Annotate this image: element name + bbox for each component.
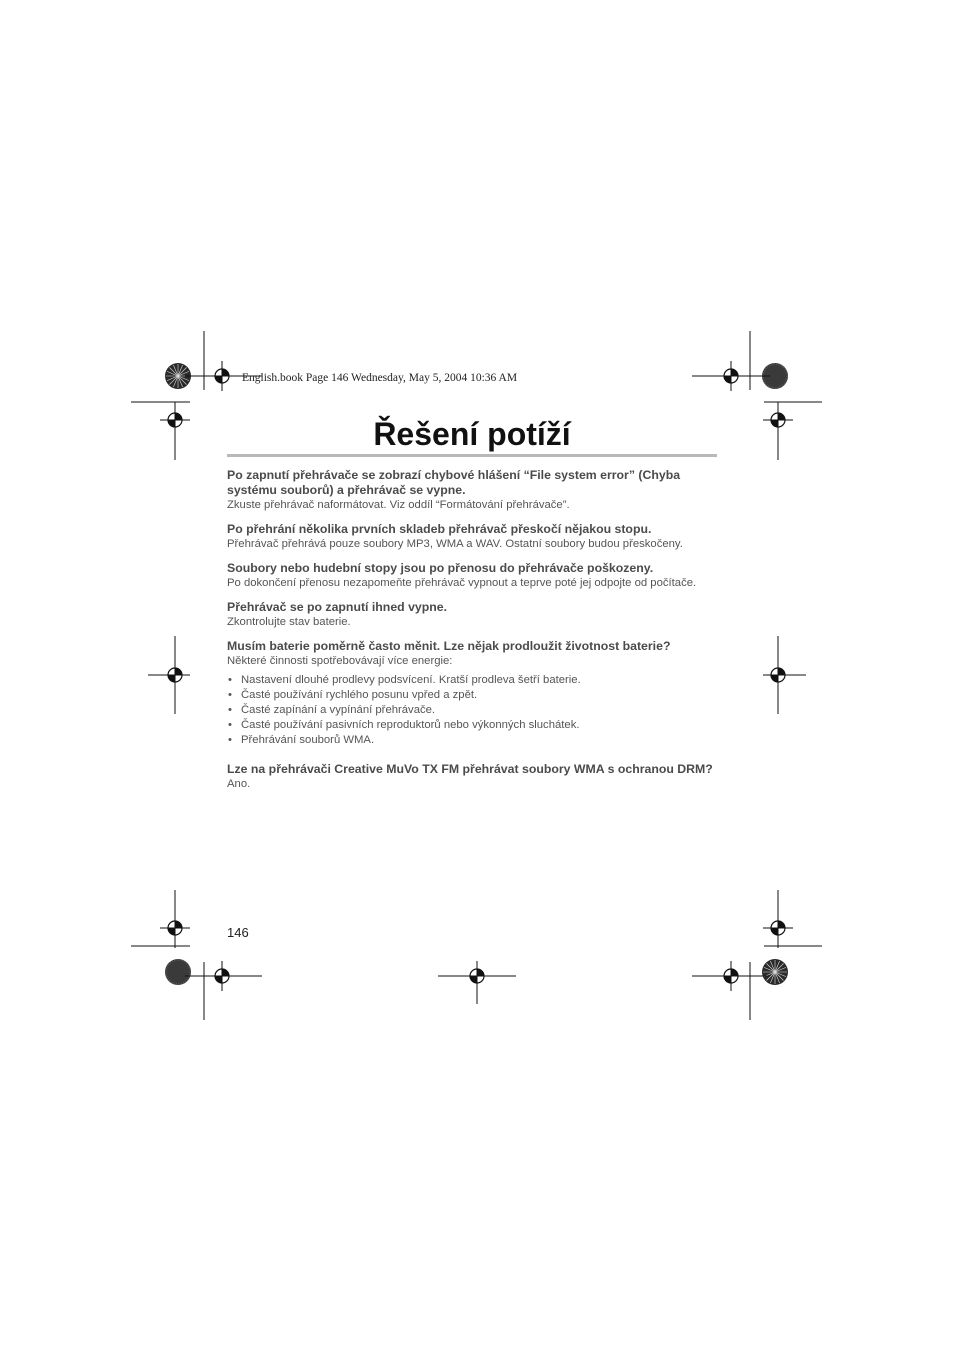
bullet-icon: •: [228, 719, 232, 731]
title-divider: [227, 454, 717, 457]
bullet-icon: •: [228, 704, 232, 716]
faq-item: [227, 762, 715, 791]
list-item: [227, 733, 715, 748]
faq-question: Po přehrání několika prvních skladeb přehrávač přeskočí nějakou stopu.: [227, 522, 652, 536]
faq-question: Po zapnutí přehrávače se zobrazí chybové hlášení “File system error” (Chyba systému souborů) a přehrávač se vypne.: [227, 468, 681, 497]
bullet-icon: •: [228, 734, 232, 746]
faq-item: [227, 600, 715, 629]
list-item-text: Časté používání rychlého posunu vpřed a zpět.: [241, 689, 478, 701]
faq-item: [227, 561, 715, 590]
faq-answer: Zkontrolujte stav baterie.: [227, 616, 351, 628]
faq-question: Lze na přehrávači Creative MuVo TX FM přehrávat soubory WMA s ochranou DRM?: [227, 762, 713, 776]
list-item-text: Přehrávání souborů WMA.: [241, 734, 375, 746]
faq-list: [227, 468, 715, 791]
faq-answer: Po dokončení přenosu nezapomeňte přehrávač vypnout a teprve poté jej odpojte od počítače.: [227, 577, 697, 589]
faq-item: [227, 522, 715, 551]
bullet-list: [227, 673, 715, 748]
list-item: [227, 673, 715, 688]
list-item-text: Nastavení dlouhé prodlevy podsvícení. Kratší prodleva šetří baterie.: [241, 674, 581, 686]
faq-answer: Zkuste přehrávač naformátovat. Viz oddíl “Formátování přehrávače”.: [227, 499, 570, 511]
print-slug: English.book Page 146 Wednesday, May 5, 2004 10:36 AM: [242, 372, 518, 384]
faq-question: Přehrávač se po zapnutí ihned vypne.: [227, 600, 448, 614]
faq-question: Musím baterie poměrně často měnit. Lze nějak prodloužit životnost baterie?: [227, 639, 671, 653]
list-item: [227, 703, 715, 718]
faq-answer: Přehrávač přehrává pouze soubory MP3, WMA a WAV. Ostatní soubory budou přeskočeny.: [227, 538, 683, 550]
faq-question: Soubory nebo hudební stopy jsou po přenosu do přehrávače poškozeny.: [227, 561, 654, 575]
page-title: Řešení potíží: [373, 416, 571, 452]
page-number: 146: [227, 925, 249, 940]
bullet-icon: •: [228, 689, 232, 701]
faq-item: [227, 639, 715, 748]
list-item: [227, 718, 715, 733]
faq-item: [227, 468, 715, 512]
faq-answer: Některé činnosti spotřebovávají více energie:: [227, 655, 453, 667]
list-item: [227, 688, 715, 703]
list-item-text: Časté zapínání a vypínání přehrávače.: [241, 704, 436, 716]
list-item-text: Časté používání pasivních reproduktorů nebo výkonných sluchátek.: [241, 719, 580, 731]
faq-answer: Ano.: [227, 778, 251, 790]
bullet-icon: •: [228, 674, 232, 686]
